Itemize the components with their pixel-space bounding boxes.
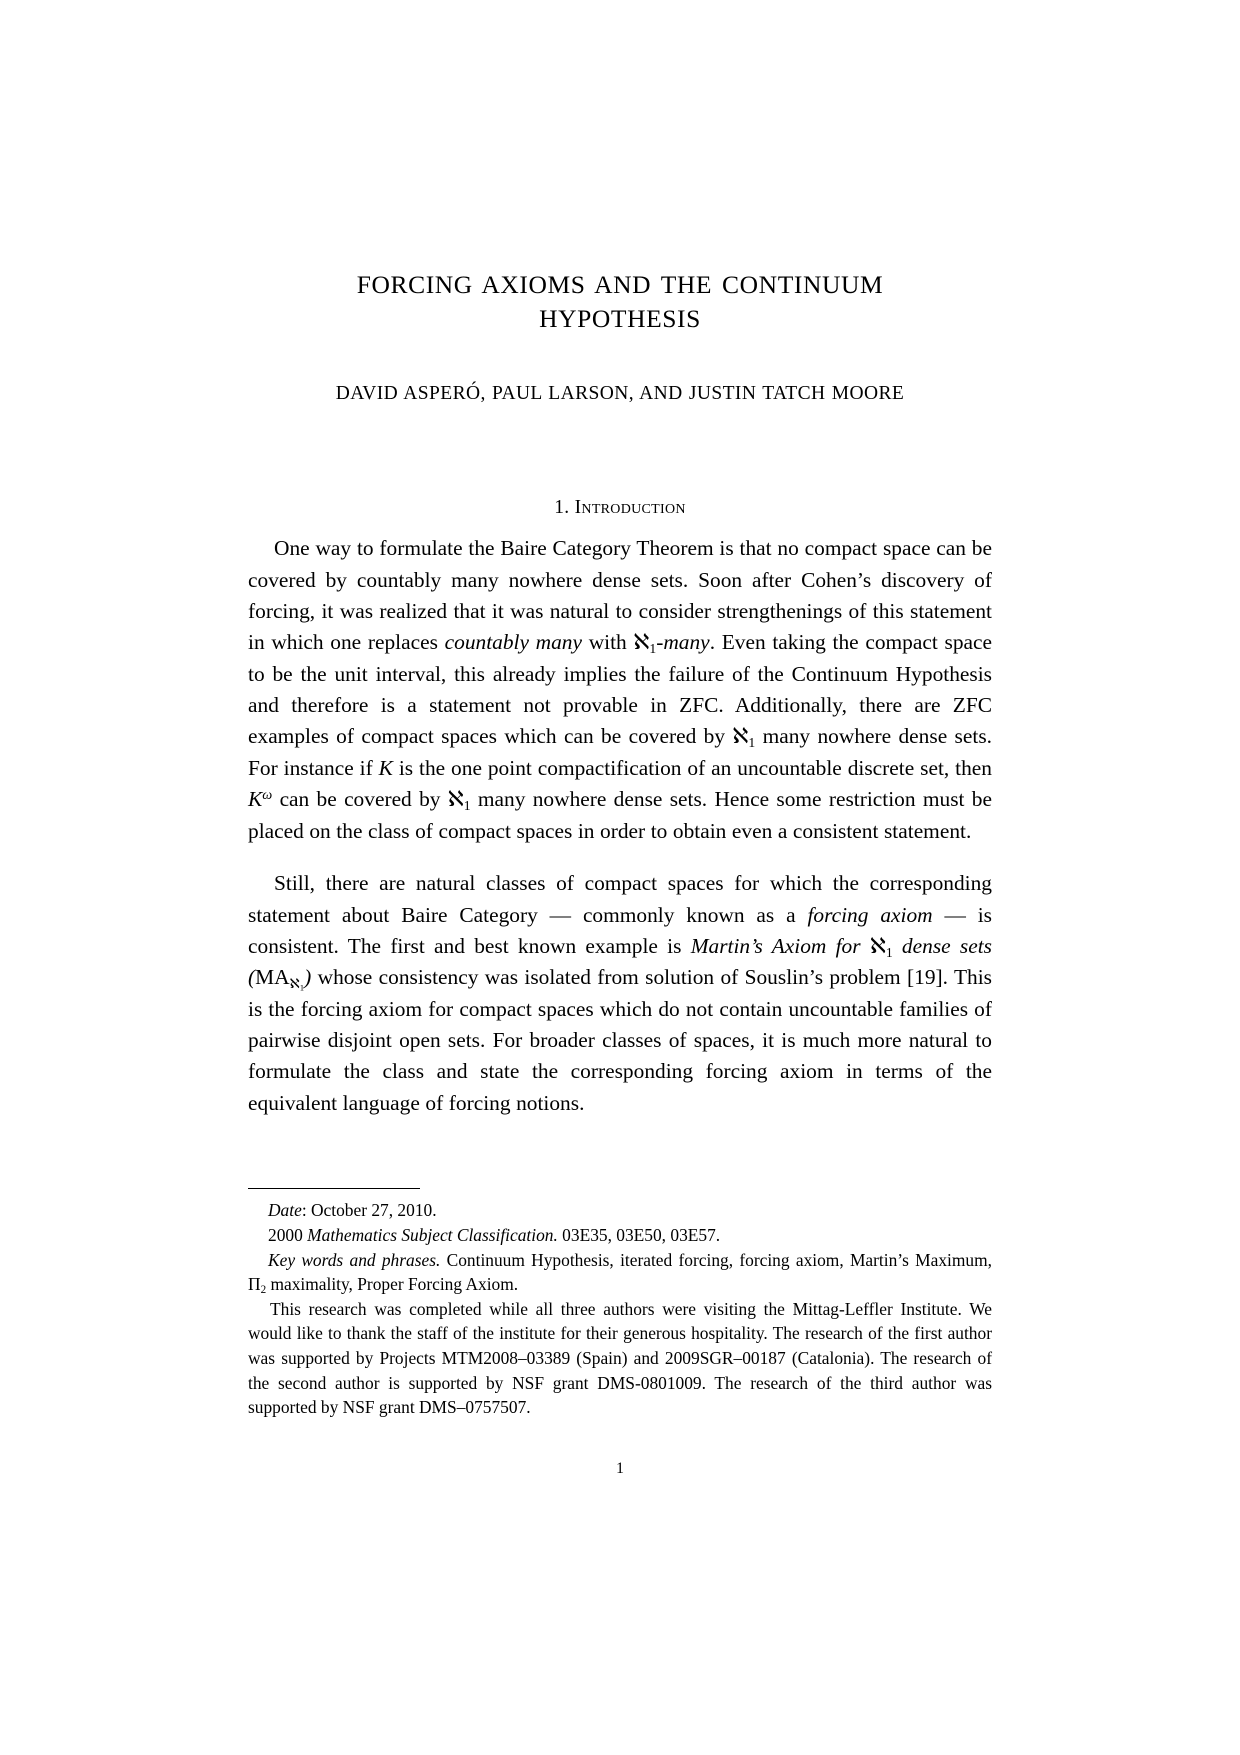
title-line-2: HYPOTHESIS <box>539 303 701 333</box>
emph-many: -many <box>656 630 710 655</box>
footnote-keywords: Key words and phrases. Continuum Hypothesis, iterated forcing, forcing axiom, Martin’s Maximum, $\Pi_2$ maximality, Proper Forcing Axiom. <box>248 1249 992 1297</box>
author-line: DAVID ASPERÓ, PAUL LARSON, AND JUSTIN TATCH MOORE <box>335 383 905 405</box>
footnote-block <box>248 1188 992 1420</box>
math-k-omega: $K^\omega$ <box>248 787 273 812</box>
section-number: 1. <box>554 497 570 519</box>
footnote-rule <box>248 1188 420 1189</box>
aleph-one-symbol: ℵ$_1$ <box>447 787 471 814</box>
footnote-date-value: : October 27, 2010. <box>301 1200 437 1221</box>
footnote-msc-label: Mathematics Subject Classification. <box>307 1224 558 1245</box>
emph-forcing-axiom: forcing axiom <box>807 902 933 927</box>
footnote-date-label: Date <box>268 1200 302 1221</box>
page-number: 1 <box>616 1460 624 1477</box>
math-ma-aleph-one: $MA_{ℵ_1}$ <box>255 965 305 993</box>
intro-paragraph-1: One way to formulate the Baire Category Theorem is that no compact space can be covered by countably many nowhere dense sets. Soon after Cohen’s discovery of forcing, it was realized that it was natural to consider strengthenings of this statement in which one replaces countably many with ℵ$_1$-many. Even taking the compact space to be the unit interval, this already implies the failure of the Continuum Hypothesis and therefore is a statement not provable in ZFC. Additionally, there are ZFC examples of compact spaces which can be covered by ℵ$_1$ many nowhere dense sets. For instance if K is the one point compactification of an uncountable discrete set, then $K^\omega$ can be covered by ℵ$_1$ many nowhere dense sets. Hence some restriction must be placed on the class of compact spaces in order to obtain even a consistent statement. <box>248 536 992 843</box>
emph-martins-axiom: Martin’s Axiom for ℵ$_1$ dense sets ( <box>248 934 992 990</box>
aleph-one-symbol: ℵ$_1$ <box>869 934 893 960</box>
math-pi-two: $\Pi_2$ <box>248 1274 267 1297</box>
citation-19[interactable]: [19] <box>907 965 943 990</box>
aleph-one-symbol: ℵ$_1$ <box>633 630 657 657</box>
page-title <box>248 268 992 335</box>
intro-paragraph-2: Still, there are natural classes of compact spaces for which the corresponding statement about Baire Category — commonly known as a forcing axiom — is consistent. The first and best known example is Martin’s Axiom for ℵ$_1$ dense sets $(MA_{ℵ_1})$ whose consistency was isolated from solution of Souslin’s problem [19]. This is the forcing axiom for compact spaces which do not contain uncountable families of pairwise disjoint open sets. For broader classes of spaces, it is much more natural to formulate the class and state the corresponding forcing axiom in terms of the equivalent language of forcing notions. <box>248 871 993 1115</box>
page-content <box>248 0 992 1141</box>
title-line-1: FORCING AXIOMS AND THE CONTINUUM <box>356 270 884 299</box>
footnote-date <box>248 1198 992 1223</box>
section-name: Introduction <box>574 497 686 519</box>
footnote-keywords-label: Key words and phrases. <box>268 1249 441 1270</box>
emph-countably-many: countably many <box>444 630 582 655</box>
footnote-acknowledgement: This research was completed while all three authors were visiting the Mittag-Leffler Institute. We would like to thank the staff of the institute for their generous hospitality. The research of the first author was supported by Projects MTM2008–03389 (Spain) and 2009SGR–00187 (Catalonia). The research of the second author is supported by NSF grant DMS-0801009. The research of the third author was supported by NSF grant DMS–0757507. <box>248 1298 992 1418</box>
footnote-msc-year: 2000 <box>268 1224 308 1245</box>
footnote-msc-value: 03E35, 03E50, 03E57. <box>557 1224 721 1245</box>
math-k: K <box>378 755 393 780</box>
aleph-one-symbol: ℵ$_1$ <box>732 724 756 751</box>
footnote-msc <box>248 1223 992 1248</box>
section-heading <box>248 497 992 519</box>
emph-paren-close: ) <box>304 965 312 990</box>
